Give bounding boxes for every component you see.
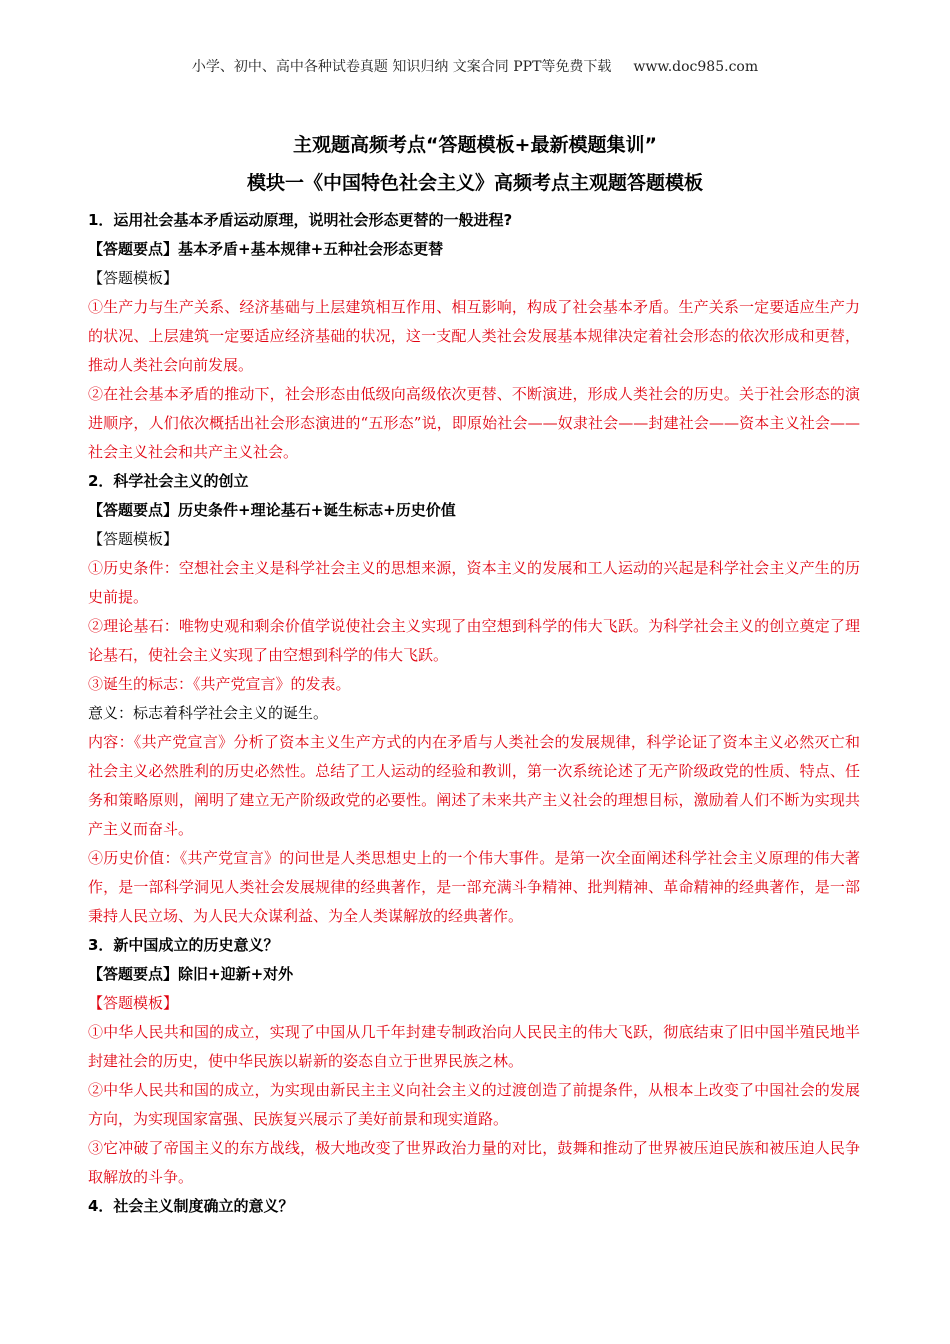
header-site-link[interactable]: www.doc985.com	[633, 59, 759, 75]
answer-item: ②理论基石：唯物史观和剩余价值学说使社会主义实现了由空想到科学的伟大飞跃。为科学社会主义的创立奠定了理论基石，使社会主义实现了由空想到科学的伟大飞跃。	[88, 617, 860, 664]
answer-item: ②中华人民共和国的成立，为实现由新民主主义向社会主义的过渡创造了前提条件，从根本上改变了中国社会的发展方向，为实现国家富强、民族复兴展示了美好前景和现实道路。	[88, 1081, 860, 1128]
answer-item: ①历史条件：空想社会主义是科学社会主义的思想来源，资本主义的发展和工人运动的兴起是科学社会主义产生的历史前提。	[88, 559, 860, 606]
question-3: 3．新中国成立的历史意义？	[88, 936, 279, 954]
answer-item: ①生产力与生产关系、经济基础与上层建筑相互作用、相互影响，构成了社会基本矛盾。生产关系一定要适应生产力的状况、上层建筑一定要适应经济基础的状况，这一支配人类社会发展基本规律决定着社会形态的依次形成和更替，推动人类社会向前发展。	[88, 298, 860, 374]
document-title: 主观题高频考点“答题模板+最新模题集训”	[293, 134, 657, 156]
question-2: 2．科学社会主义的创立	[88, 472, 249, 490]
header-text: 小学、初中、高中各种试卷真题 知识归纳 文案合同 PPT等免费下载	[191, 59, 612, 75]
answer-item: ①中华人民共和国的成立，实现了中国从几千年封建专制政治向人民民主的伟大飞跃，彻底结束了旧中国半殖民地半封建社会的历史，使中华民族以崭新的姿态自立于世界民族之林。	[88, 1023, 860, 1070]
template-label-3: 【答题模板】	[88, 994, 179, 1012]
meaning-text: 意义：标志着科学社会主义的诞生。	[88, 704, 329, 722]
key-points-label: 【答题要点】	[88, 965, 179, 983]
key-points-label: 【答题要点】	[88, 501, 179, 519]
page-header	[0, 56, 950, 76]
question-4: 4．社会主义制度确立的意义？	[88, 1197, 294, 1215]
key-points-text: 历史条件+理论基石+诞生标志+历史价值	[178, 501, 456, 519]
module-title: 模块一《中国特色社会主义》高频考点主观题答题模板	[246, 172, 703, 194]
answer-item: ③诞生的标志：《共产党宣言》的发表。	[88, 675, 351, 693]
answer-item: ④历史价值：《共产党宣言》的问世是人类思想史上的一个伟大事件。是第一次全面阐述科学社会主义原理的伟大著作，是一部科学洞见人类社会发展规律的经典著作，是一部充满斗争精神、批判精神、革命精神的经典著作，是一部秉持人民立场、为人民大众谋利益、为全人类谋解放的经典著作。	[88, 849, 860, 925]
answer-item: ③它冲破了帝国主义的东方战线，极大地改变了世界政治力量的对比，鼓舞和推动了世界被压迫民族和被压迫人民争取解放的斗争。	[88, 1139, 860, 1186]
question-1: 1．运用社会基本矛盾运动原理，说明社会形态更替的一般进程?	[88, 211, 513, 229]
title-block	[0, 126, 950, 202]
key-points-text: 基本矛盾+基本规律+五种社会形态更替	[178, 240, 444, 258]
key-points-label: 【答题要点】	[88, 240, 179, 258]
key-points-2	[88, 496, 860, 525]
document-body	[88, 206, 860, 1221]
template-label-1: 【答题模板】	[88, 269, 179, 287]
key-points-text: 除旧+迎新+对外	[178, 965, 294, 983]
answer-item: ②在社会基本矛盾的推动下，社会形态由低级向高级依次更替、不断演进，形成人类社会的历史。关于社会形态的演进顺序，人们依次概括出社会形态演进的“五形态”说，即原始社会——奴隶社会——封建社会——资本主义社会——社会主义社会和共产主义社会。	[88, 385, 860, 461]
template-label-2: 【答题模板】	[88, 530, 179, 548]
key-points-3	[88, 960, 860, 989]
answer-item: 内容：《共产党宣言》分析了资本主义生产方式的内在矛盾与人类社会的发展规律，科学论证了资本主义必然灭亡和社会主义必然胜利的历史必然性。总结了工人运动的经验和教训，第一次系统论述了无产阶级政党的性质、特点、任务和策略原则，阐明了建立无产阶级政党的必要性。阐述了未来共产主义社会的理想目标，激励着人们不断为实现共产主义而奋斗。	[88, 733, 860, 838]
key-points-1	[88, 235, 860, 264]
